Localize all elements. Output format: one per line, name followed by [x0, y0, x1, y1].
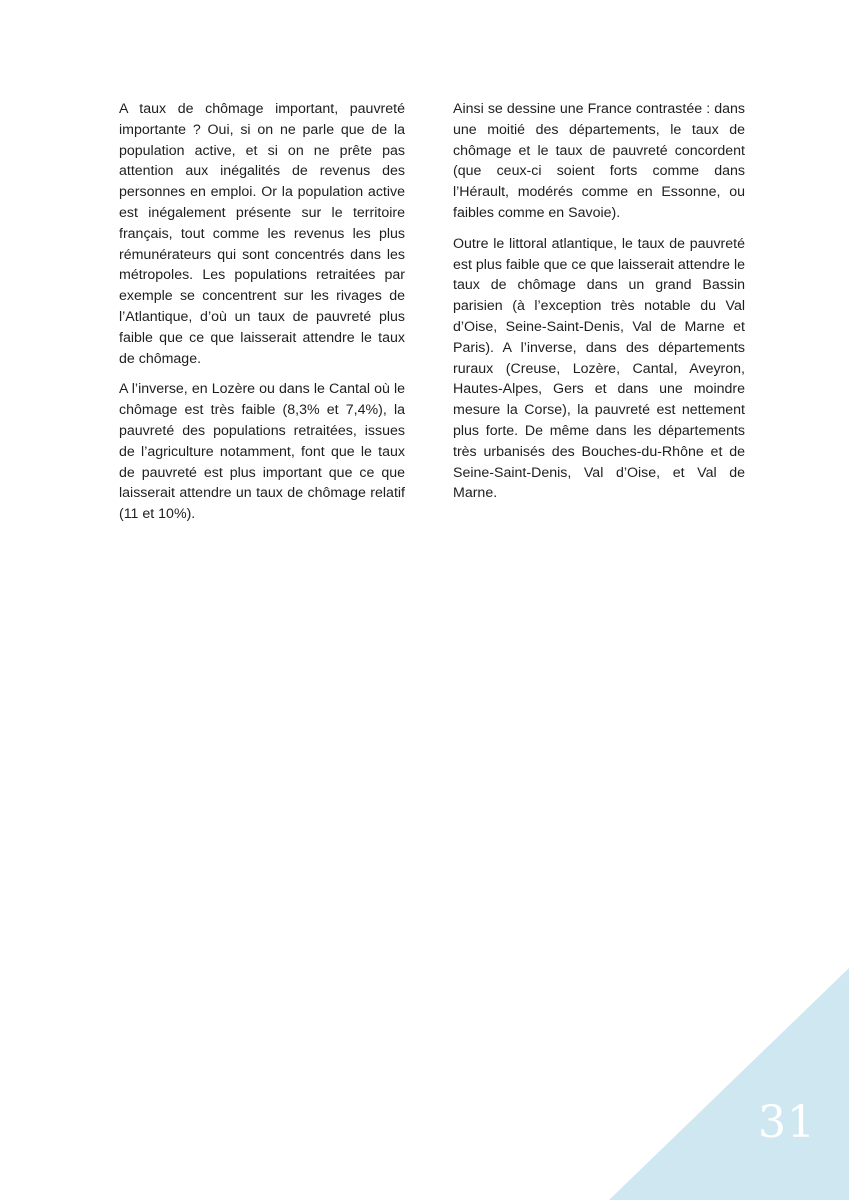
right-text-column [453, 99, 745, 514]
left-text-column [119, 99, 405, 535]
corner-triangle-decoration [609, 968, 849, 1200]
page-number: 31 [758, 1097, 816, 1148]
paragraph: A taux de chômage important, pauvreté importante ? Oui, si on ne parle que de la population active, et si on ne prête pas attention aux inégalités de revenus des personnes en emploi. Or la population active est inégalement présente sur le territoire français, tout comme les revenus les plus rémunérateurs qui sont concentrés dans les métropoles. Les populations retraitées par exemple se concentrent sur les rivages de l’Atlantique, d’où un taux de pauvreté plus faible que ce que laisserait attendre le taux de chômage. [119, 101, 405, 367]
paragraph: A l’inverse, en Lozère ou dans le Cantal où le chômage est très faible (8,3% et 7,4%), la pauvreté des populations retraitées, issues de l’agriculture notamment, font que le taux de pauvreté est plus important que ce que laisserait attendre un taux de chômage relatif (11 et 10%). [119, 381, 405, 523]
corner-triangle [609, 968, 849, 1200]
paragraph: Outre le littoral atlantique, le taux de pauvreté est plus faible que ce que laisserait attendre le taux de chômage dans un grand Bassin parisien (à l’exception très notable du Val d’Oise, Seine-Saint-Denis, Val de Marne et Paris). A l’inverse, dans des départements ruraux (Creuse, Lozère, Cantal, Aveyron, Hautes-Alpes, Gers et dans une moindre mesure la Corse), la pauvreté est nettement plus forte. De même dans les départements très urbanisés des Bouches-du-Rhône et de Seine-Saint-Denis, Val d’Oise, et Val de Marne. [453, 235, 745, 502]
paragraph: Ainsi se dessine une France contrastée : dans une moitié des départements, le taux de chômage et le taux de pauvreté concordent (que ceux-ci soient forts comme dans l’Hérault, modérés comme en Essonne, ou faibles comme en Savoie). [453, 101, 745, 221]
